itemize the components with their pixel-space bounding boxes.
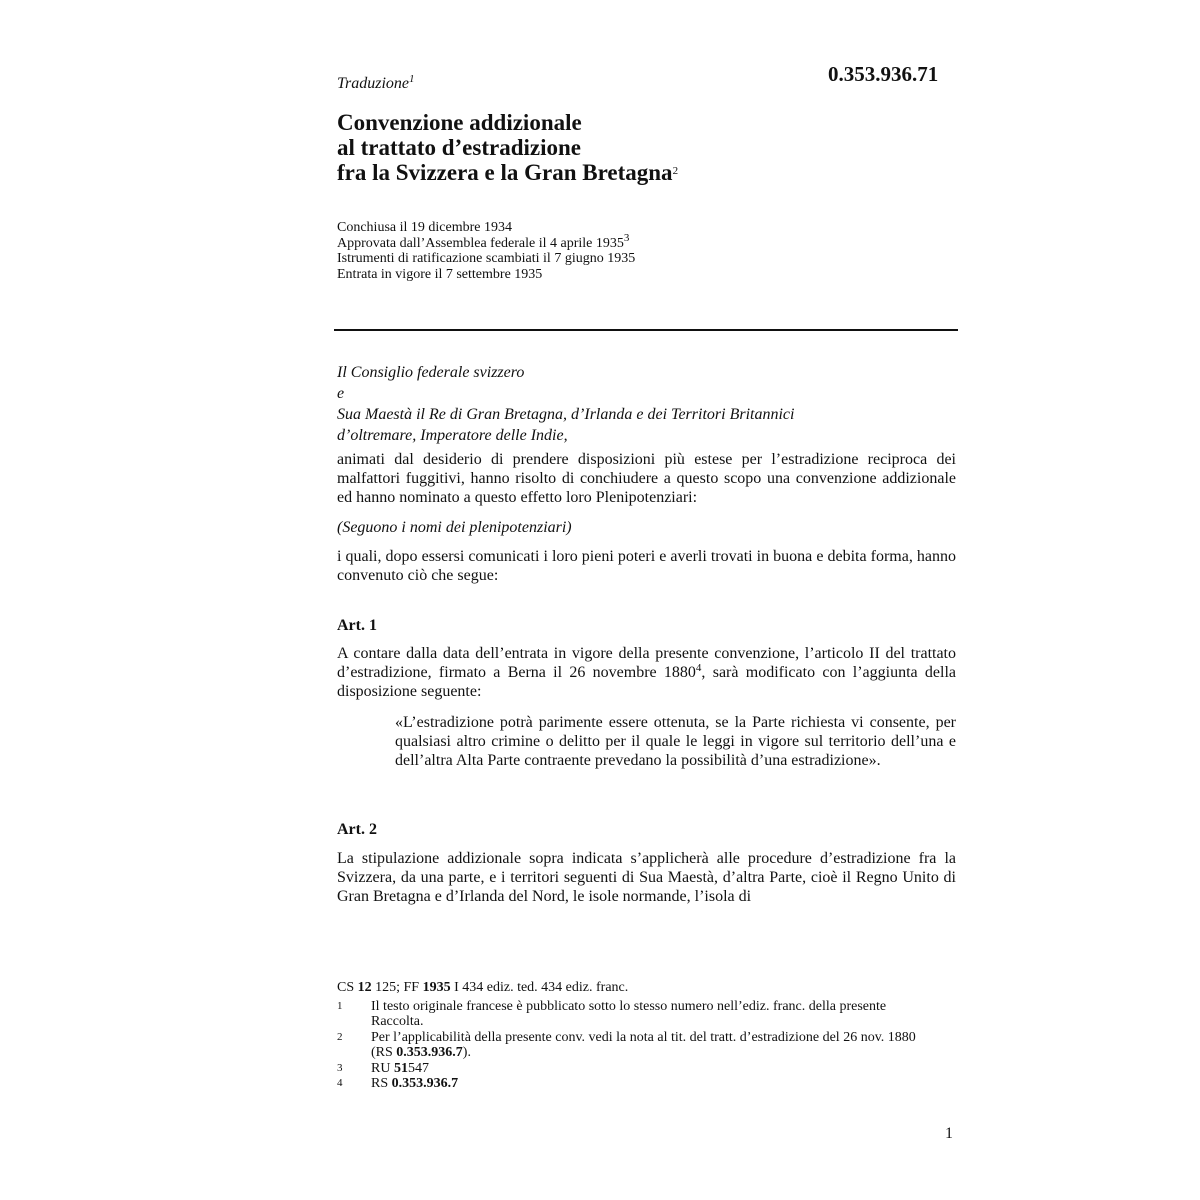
footnote-ref-1[interactable]: 1 bbox=[409, 73, 415, 85]
article-1-text: A contare dalla data dell’entrata in vigore della presente convenzione, l’articolo II del trattato d’estradizione, firmato a Berna il 26 novembre 1880$^4$, sarà modificato con l’aggiunta della disposizione seguente: bbox=[337, 645, 956, 700]
footnote-2: 2 Per l’applicabilità della presente conv. vedi la nota al tit. del tratt. d’estradizione del 26 nov. 1880 (RS 0.353.936.7). bbox=[337, 1029, 916, 1060]
sr-number: 0.353.936.71 bbox=[828, 62, 939, 86]
document-metadata bbox=[337, 220, 635, 282]
approved-date: Approvata dall’Assemblea federale il 4 aprile 1935$^3$ bbox=[337, 231, 630, 251]
footnote-ref-3[interactable]: 3 bbox=[623, 231, 630, 244]
plenipotentiaries-note: (Seguono i nomi dei plenipotenziari) bbox=[337, 519, 572, 536]
footnotes bbox=[337, 980, 937, 1092]
footnote-4-link[interactable]: 0.353.936.7 bbox=[391, 1076, 459, 1091]
preamble-intro: animati dal desiderio di prendere disposizioni più estese per l’estradizione reciproca dei malfattori fuggitivi, hanno risolto di conchiudere a questo scopo una convenzione addizionale ed hanno nominato a questo effetto loro Plenipotenziari: bbox=[337, 451, 956, 506]
footnote-source: CS 12 125; FF 1935 I 434 ediz. ted. 434 ediz. franc. bbox=[337, 980, 629, 995]
ratification-date: Istrumenti di ratificazione scambiati il 7 giugno 1935 bbox=[337, 251, 636, 266]
article-2-text: La stipulazione addizionale sopra indicata s’applicherà alle procedure d’estradizione fra la Svizzera, da una parte, e i territori seguenti di Sua Maestà, d’altra Parte, cioè il Regno Unito di Gran Bretagna e d’Irlanda del Nord, le isole normande, l’isola di bbox=[337, 850, 956, 905]
in-force-date: Entrata in vigore il 7 settembre 1935 bbox=[337, 266, 543, 282]
article-1-quote: «L’estradizione potrà parimente essere ottenuta, se la Parte richiesta vi consente, per qualsiasi altro crimine o delitto per il quale le leggi in vigore sul territorio dell’una e dell’altra Alta Parte contraente prevedano la possibilità d’una estradizione». bbox=[395, 714, 956, 769]
footnote-ref-4[interactable]: 4 bbox=[695, 662, 702, 674]
preamble-parties: Il Consiglio federale svizzero e Sua Maestà il Re di Gran Bretagna, d’Irlanda e dei Territori Britannici d’oltremare, Imperatore delle Indie, bbox=[337, 364, 795, 444]
page-number: 1 bbox=[945, 1125, 953, 1142]
article-2-heading: Art. 2 bbox=[337, 821, 377, 838]
article-1-heading: Art. 1 bbox=[337, 617, 377, 634]
footnote-1: 1 Il testo originale francese è pubblicato sotto lo stesso numero nell’ediz. franc. della presente Raccolta. bbox=[337, 998, 887, 1029]
concluded-date: Conchiusa il 19 dicembre 1934 bbox=[337, 220, 512, 235]
footnote-3: 3 RU 51547 bbox=[337, 1060, 429, 1076]
footnote-3-link[interactable]: 51 bbox=[393, 1060, 408, 1076]
footnote-2-link[interactable]: 0.353.936.7 bbox=[396, 1045, 463, 1060]
divider bbox=[334, 329, 958, 331]
footnote-ref-2[interactable]: 2 bbox=[672, 165, 679, 177]
translation-label: Traduzione$^1$ bbox=[337, 73, 415, 92]
footnote-4: 4 RS 0.353.936.7 bbox=[337, 1076, 459, 1091]
preamble-agreed: i quali, dopo essersi comunicati i loro pieni poteri e averli trovati in buona e debita forma, hanno convenuto ciò che segue: bbox=[337, 548, 956, 584]
document-title: Convenzione addizionale al trattato d’estradizione fra la Svizzera e la Gran Bretagna$^2$ bbox=[337, 110, 679, 185]
